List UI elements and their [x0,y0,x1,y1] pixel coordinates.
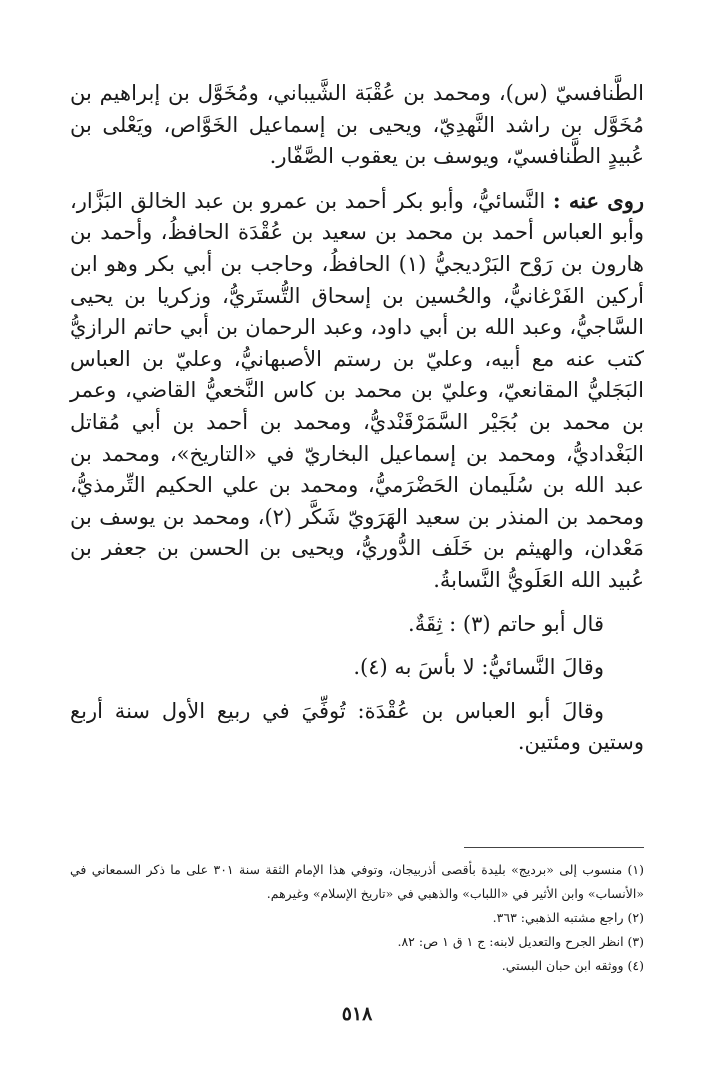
teachers-paragraph: الطَّنافسيّ (س)، ومحمد بن عُقْبَة الشَّيباني، ومُخَوَّل بن إبراهيم بن مُخَوَّل بن راشد النَّهدِيّ، ويحيى بن إسماعيل الخَوَّاص، ويَعْلى بن عُبيدٍ الطَّنافسيّ، ويوسف بن يعقوب الصَّفّار. [70,81,644,169]
narrators-paragraph [70,185,644,597]
page-number: ٥١٨ [341,1003,373,1025]
footnote-separator [464,847,644,848]
abu-hatim-quote: قال أبو حاتم (٣) : ثِقَةٌ. [408,611,604,636]
footnote-4: (٤) ووثقه ابن حبان البستي. [501,958,644,973]
footnote-2: (٢) راجع مشتبه الذهبي: ٣٦٣. [492,910,644,925]
narrators-label: روى عنه : [552,187,644,213]
narrators-list: النَّسائيُّ، وأبو بكر أحمد بن عمرو بن عبد الخالق البَزَّار، وأبو العباس أحمد بن محمد بن سعيد بن عُقْدَة الحافظُ، وأحمد بن هارون بن رَوْح البَرْديجيُّ (١) الحافظُ، وحاجب بن أبي بكر وهو ابن أركين الفَرْغانيُّ، والحُسين بن إسحاق التُّستَريُّ، وزكريا بن يحيى السَّاجيُّ، وعبد الله بن أبي داود، وعبد الرحمان بن أبي حاتم الرازيُّ كتب عنه مع أبيه، وعليّ بن رستم الأصبهانيُّ، وعليّ بن العباس البَجَليُّ المقانعيّ، وعليّ بن محمد بن كاس النَّخعيُّ القاضي، وعمر بن محمد بن بُجَيْر السَّمَرْقَنْديُّ، ومحمد بن أحمد بن أبي مُقاتل البَغْداديُّ، ومحمد بن إسماعيل البخاريّ في «التاريخ»، ومحمد بن عبد الله بن سُلَيمان الحَضْرَميُّ، ومحمد بن علي الحكيم التِّرمذيُّ، ومحمد بن المنذر بن سعيد الهَرَويّ شَكَّر (٢)، ومحمد بن يوسف بن مَعْدان، والهيثم بن خَلَف الدُّوريُّ، ويحيى بن الحسن بن جعفر بن عُبيد الله العَلَويُّ النَّسابةُ. [70,188,644,592]
main-text [70,78,644,759]
footnote-1: (١) منسوب إلى «برديج» بليدة بأقصى أذربيجان، وتوفي هذا الإمام الثقة سنة ٣٠١ على ما ذكر السمعاني في «الأنساب» وابن الأثير في «اللباب» والذهبي في «تاريخ الإسلام» وغيرهم. [70,862,644,901]
death-date-paragraph: وقالَ أبو العباس بن عُقْدَة: تُوفِّيَ في ربيع الأول سنة أربع وستين ومئتين. [70,698,644,755]
footnote-3: (٣) انظر الجرح والتعديل لابنه: ج ١ ق ١ ص: ٨٢. [397,934,644,949]
footnotes [70,858,644,978]
nasai-quote: وقالَ النَّسائيُّ: لا بأسَ به (٤). [353,655,604,680]
